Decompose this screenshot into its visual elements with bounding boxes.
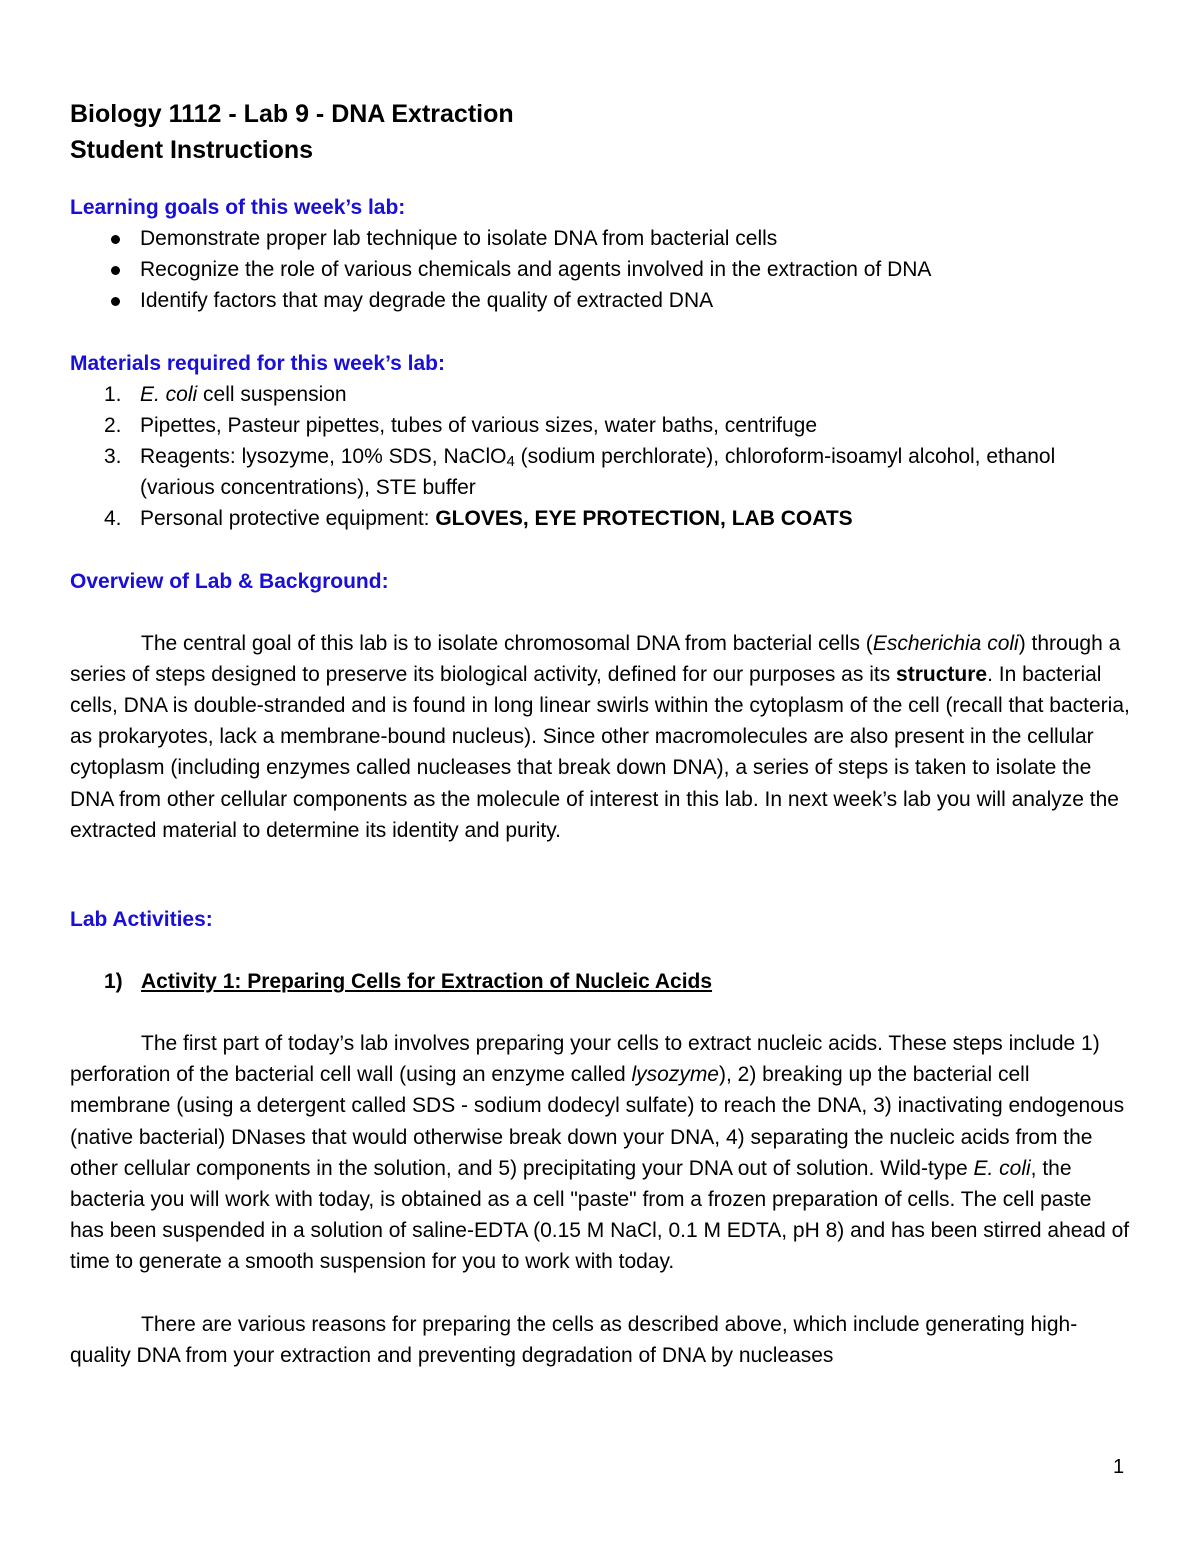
list-item: 4. Personal protective equipment: GLOVES, EYE PROTECTION, LAB COATS (104, 507, 853, 531)
materials-heading: Materials required for this week’s lab: (70, 351, 446, 375)
learning-goals-list (70, 223, 1130, 317)
preparation-reasons-paragraph: There are various reasons for preparing the cells as described above, which include generating high-quality DNA from your extraction and preventing degradation of DNA by nucleases (70, 1312, 1078, 1367)
activity-1-paragraph: The first part of today’s lab involves preparing your cells to extract nucleic acids. These steps include 1) perforation of the bacterial cell wall (using an enzyme called lysozyme), 2) breaking up the bacterial cell membrane (using a detergent called SDS - sodium dodecyl sulfate) to reach the DNA, 3) inactivating endogenous (native bacterial) DNases that would otherwise break down your DNA, 4) separating the nucleic acids from the other cellular components in the solution, and 5) precipitating your DNA out of solution. Wild-type E. coli, the bacteria you will work with today, is obtained as a cell "paste" from a frozen preparation of cells. The cell paste has been suspended in a solution of saline-EDTA (0.15 M NaCl, 0.1 M EDTA, pH 8) and has been stirred ahead of time to generate a smooth suspension for you to work with today. (70, 1032, 1130, 1274)
materials-list (70, 379, 1130, 535)
list-item: 3. Reagents: lysozyme, 10% SDS, NaClO$_4$ (sodium perchlorate), chloroform-isoamyl alcohol, ethanol (various concentrations), STE buffer (104, 445, 1056, 500)
overview-heading: Overview of Lab & Background: (70, 569, 389, 593)
document-title: Biology 1112 - Lab 9 - DNA Extraction (70, 100, 514, 128)
page-number: 1 (1113, 1456, 1125, 1478)
list-item: Recognize the role of various chemicals and agents involved in the extraction of DNA (70, 254, 1130, 285)
learning-goals-heading: Learning goals of this week’s lab: (70, 196, 406, 219)
list-item: Demonstrate proper lab technique to isolate DNA from bacterial cells (70, 223, 1130, 254)
lab-activities-heading: Lab Activities: (70, 908, 213, 932)
document-subtitle: Student Instructions (70, 136, 314, 164)
overview-paragraph: The central goal of this lab is to isolate chromosomal DNA from bacterial cells (Escherichia coli) through a series of steps designed to preserve its biological activity, defined for our purposes as its structure. In bacterial cells, DNA is double-stranded and is found in long linear swirls within the cytoplasm of the cell (recall that bacteria, as prokaryotes, lack a membrane-bound nucleus). Since other macromolecules are also present in the cellular cytoplasm (including enzymes called nucleases that break down DNA), a series of steps is taken to isolate the DNA from other cellular components as the molecule of interest in this lab. In next week’s lab you will analyze the extracted material to determine its identity and purity. (70, 631, 1130, 842)
activity-1-title: 1) Activity 1: Preparing Cells for Extraction of Nucleic Acids (104, 970, 713, 994)
list-item: Identify factors that may degrade the quality of extracted DNA (70, 285, 1130, 316)
list-item: 2. Pipettes, Pasteur pipettes, tubes of various sizes, water baths, centrifuge (104, 413, 818, 437)
list-item: 1. E. coli cell suspension (104, 382, 347, 406)
document-page (70, 96, 1130, 1371)
